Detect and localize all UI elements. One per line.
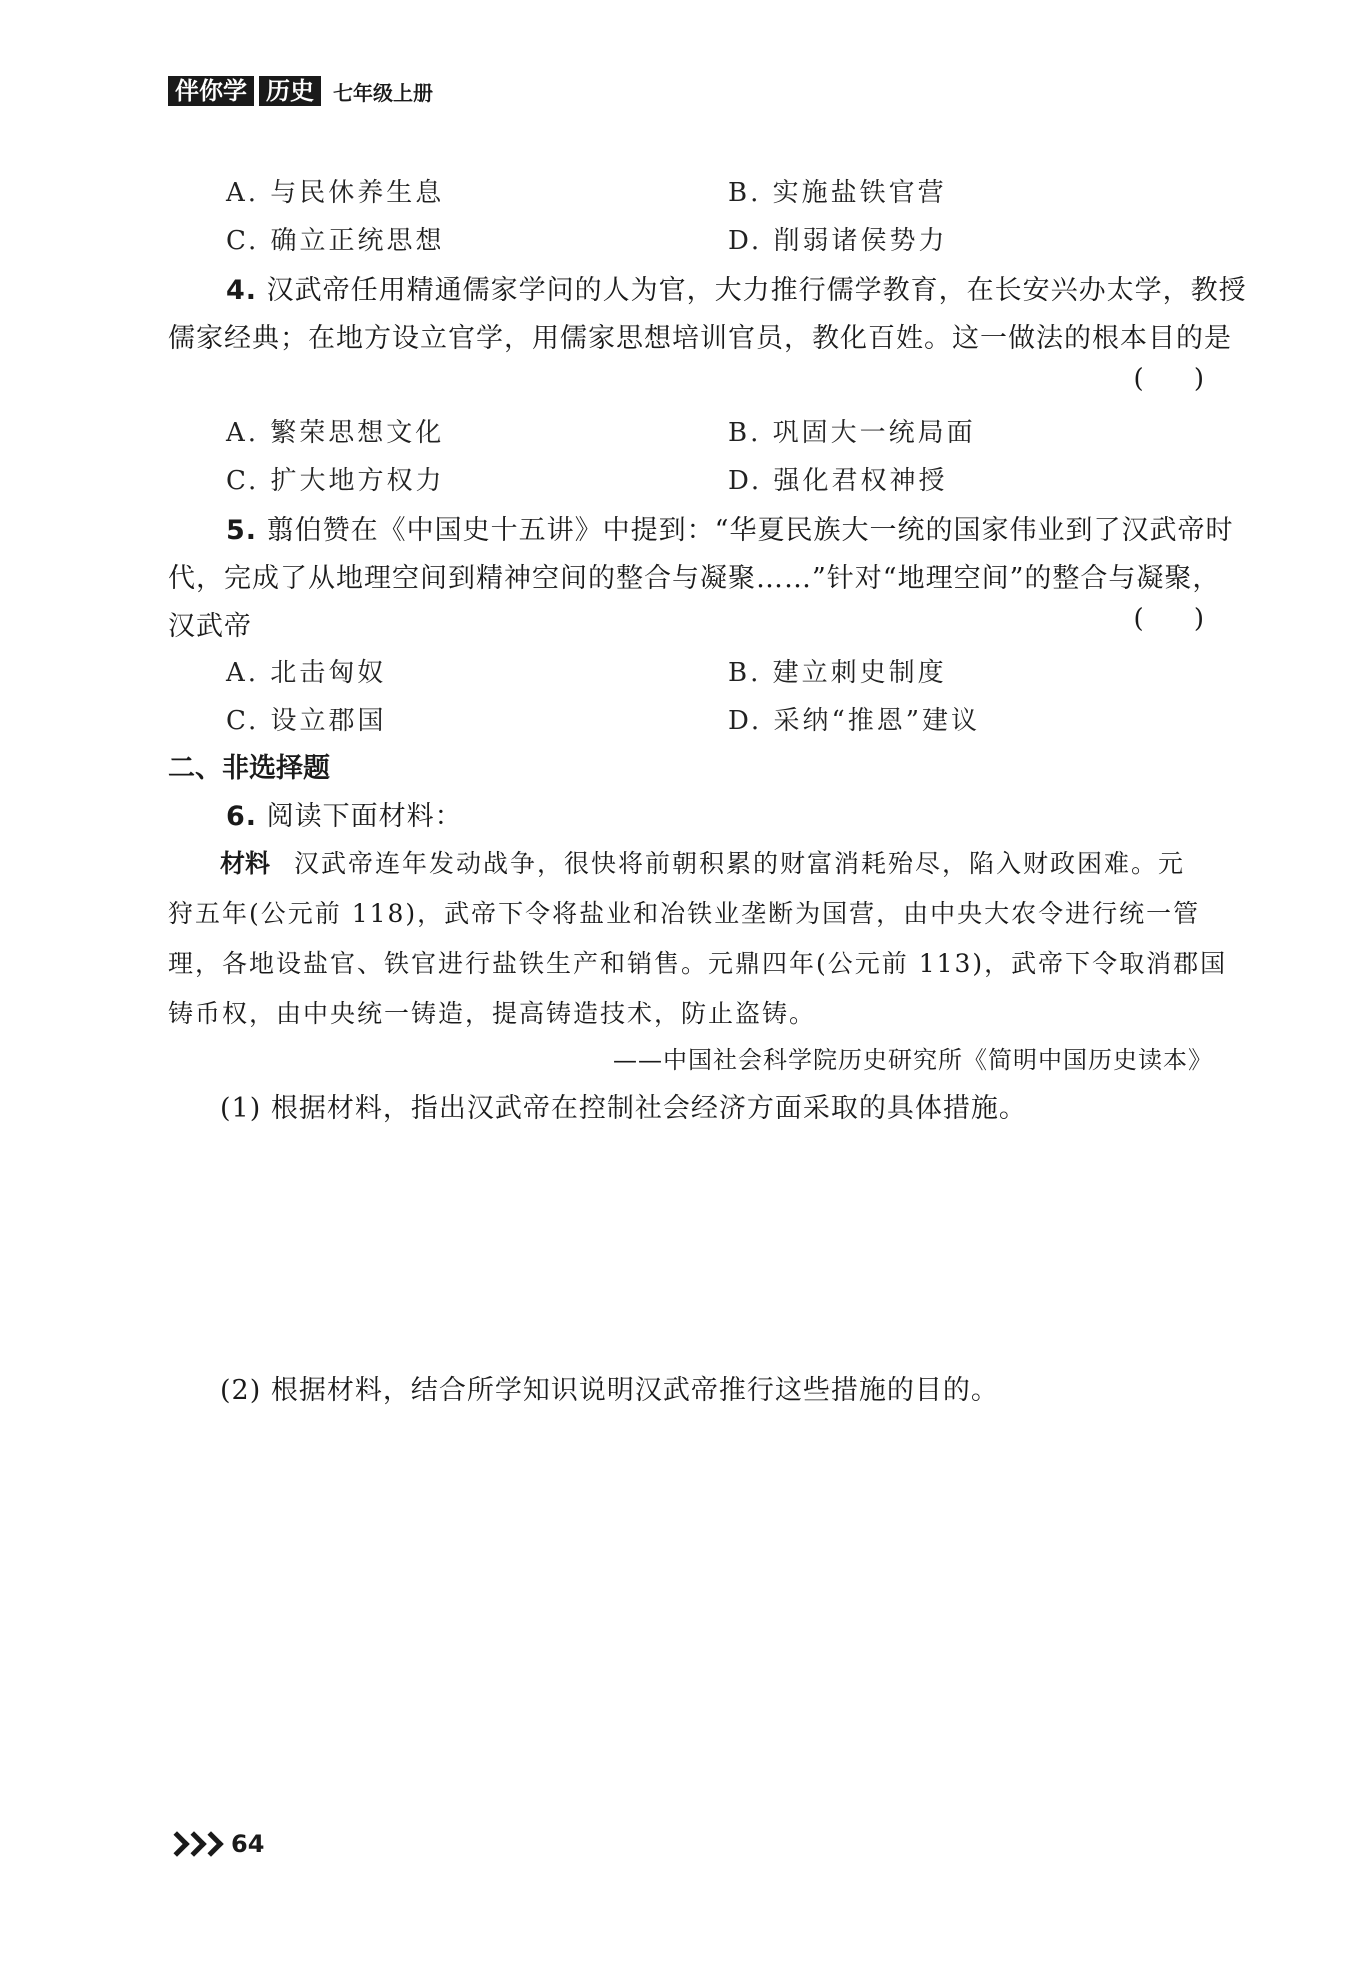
q4-stem-line1 — [168, 268, 1247, 307]
section-title: 二、非选择题 — [168, 753, 330, 784]
q5-stem-line3 — [168, 604, 1213, 643]
series-badge: 伴你学 — [168, 76, 254, 106]
q4-text-1: 汉武帝任用精通儒家学问的人为官，大力推行儒学教育，在长安兴办太学，教授 — [266, 275, 1247, 306]
subject-badge: 历史 — [259, 76, 321, 106]
q6-sub2-text: (2) 根据材料，结合所学知识说明汉武帝推行这些措施的目的。 — [220, 1375, 999, 1406]
q5-text-2: 代，完成了从地理空间到精神空间的整合与凝聚……”针对“地理空间”的整合与凝聚， — [168, 563, 1221, 594]
material-text-1: 汉武帝连年发动战争，很快将前朝积累的财富消耗殆尽，陷入财政困难。元 — [293, 849, 1185, 878]
q5-option-c: C. 设立郡国 — [226, 706, 387, 736]
material-line4: 铸币权，由中央统一铸造，提高铸造技术，防止盗铸。 — [168, 999, 817, 1028]
page-number: 64 — [231, 1830, 265, 1858]
q6-sub1-text: (1) 根据材料，指出汉武帝在控制社会经济方面采取的具体措施。 — [220, 1093, 1027, 1124]
material-label: 材料 — [220, 849, 271, 878]
q6-number: 6. — [226, 801, 258, 832]
q6-intro: 阅读下面材料： — [266, 801, 463, 832]
material-line1 — [168, 844, 1213, 880]
q5-stem-line2 — [168, 556, 1221, 595]
page-footer — [168, 1830, 264, 1858]
q5-stem-line1 — [168, 508, 1234, 547]
q5-number: 5. — [226, 515, 258, 546]
q4-stem-line2 — [168, 316, 1232, 355]
chevron-right-icon — [168, 1835, 219, 1853]
grade-label: 七年级上册 — [333, 80, 433, 105]
q3-option-c: C. 确立正统思想 — [226, 226, 445, 256]
q5-option-d: D. 采纳“推恩”建议 — [728, 706, 981, 736]
q6-sub2 — [168, 1368, 1213, 1407]
q3-option-a: A. 与民休养生息 — [226, 178, 445, 208]
material-source: ——中国社会科学院历史研究所《简明中国历史读本》 — [613, 1046, 1213, 1074]
q3-option-b: B. 实施盐铁官营 — [728, 178, 947, 208]
q4-text-2: 儒家经典；在地方设立官学，用儒家思想培训官员，教化百姓。这一做法的根本目的是 — [168, 323, 1232, 354]
q3-option-d: D. 削弱诸侯势力 — [728, 226, 948, 256]
q4-number: 4. — [226, 275, 258, 306]
q6-intro-line — [168, 794, 1213, 833]
q5-answer-blank[interactable]: ( ) — [1133, 604, 1205, 634]
q5-option-b: B. 建立刺史制度 — [728, 658, 947, 688]
material-line3: 理，各地设盐官、铁官进行盐铁生产和销售。元鼎四年(公元前 113)，武帝下令取消郡国 — [168, 949, 1228, 978]
q4-option-a: A. 繁荣思想文化 — [226, 418, 445, 448]
q6-sub1 — [168, 1086, 1213, 1125]
q4-option-c: C. 扩大地方权力 — [226, 466, 445, 496]
q5-text-3: 汉武帝 — [168, 611, 252, 642]
q4-option-d: D. 强化君权神授 — [728, 466, 948, 496]
page-header — [168, 76, 433, 106]
material-line2: 狩五年(公元前 118)，武帝下令将盐业和冶铁业垄断为国营，由中央大农令进行统一管 — [168, 899, 1201, 928]
q5-option-a: A. 北击匈奴 — [226, 658, 387, 688]
q4-answer-blank[interactable]: ( ) — [1133, 364, 1205, 394]
q5-text-1: 翦伯赞在《中国史十五讲》中提到：“华夏民族大一统的国家伟业到了汉武帝时 — [266, 515, 1234, 546]
q4-option-b: B. 巩固大一统局面 — [728, 418, 976, 448]
